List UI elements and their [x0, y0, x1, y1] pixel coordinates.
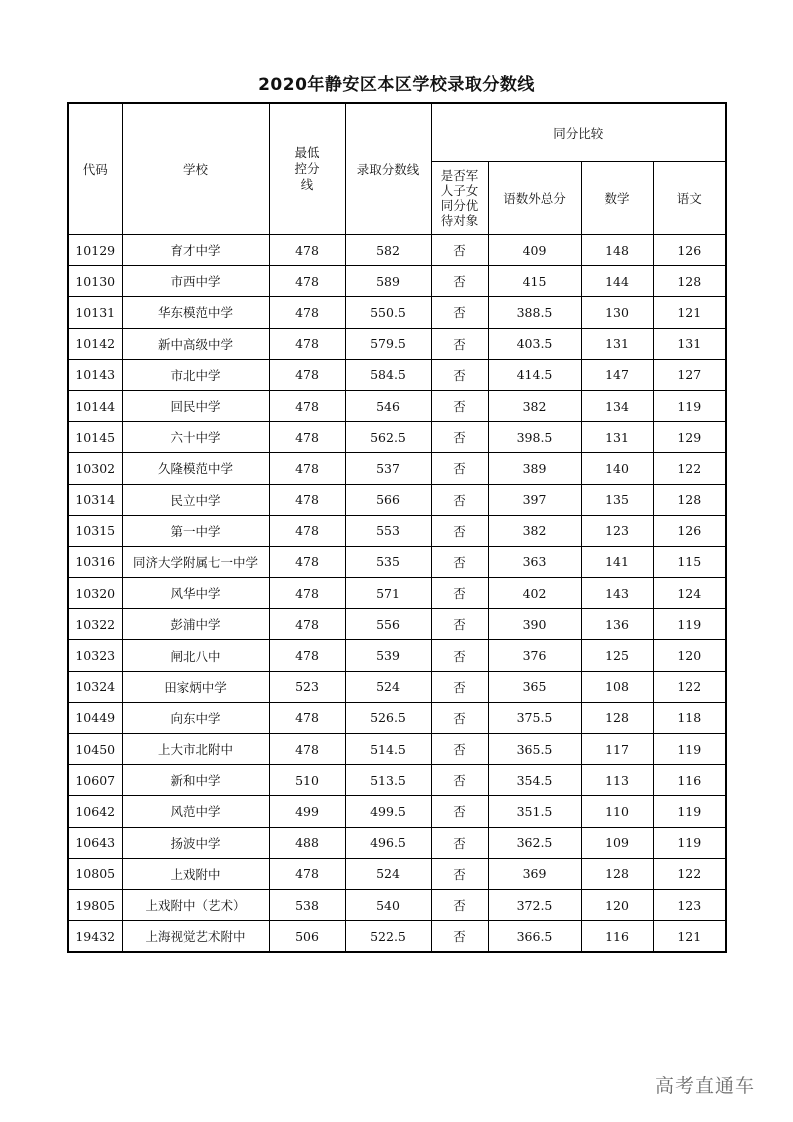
- cell-admission-score: 546: [345, 390, 431, 421]
- cell-math: 123: [581, 515, 653, 546]
- cell-school: 田家炳中学: [122, 671, 269, 702]
- cell-chinese: 119: [653, 734, 726, 765]
- cell-school: 彭浦中学: [122, 609, 269, 640]
- cell-chinese: 118: [653, 702, 726, 733]
- cell-math: 147: [581, 359, 653, 390]
- cell-military-flag: 否: [431, 484, 488, 515]
- cell-admission-score: 550.5: [345, 297, 431, 328]
- cell-code: 10320: [68, 578, 122, 609]
- cell-military-flag: 否: [431, 702, 488, 733]
- cell-min-control: 478: [269, 640, 345, 671]
- cell-chi-math-eng-total: 389: [488, 453, 581, 484]
- cell-admission-score: 556: [345, 609, 431, 640]
- cell-chi-math-eng-total: 402: [488, 578, 581, 609]
- cell-school: 久隆模范中学: [122, 453, 269, 484]
- cell-math: 128: [581, 858, 653, 889]
- cell-military-flag: 否: [431, 453, 488, 484]
- cell-code: 10449: [68, 702, 122, 733]
- cell-chinese: 126: [653, 515, 726, 546]
- cell-school: 风华中学: [122, 578, 269, 609]
- cell-school: 市北中学: [122, 359, 269, 390]
- cell-chinese: 128: [653, 266, 726, 297]
- cell-min-control: 488: [269, 827, 345, 858]
- cell-code: 10323: [68, 640, 122, 671]
- cell-chi-math-eng-total: 382: [488, 390, 581, 421]
- cell-code: 10643: [68, 827, 122, 858]
- cell-code: 10607: [68, 765, 122, 796]
- cell-military-flag: 否: [431, 827, 488, 858]
- table-row: [68, 328, 726, 359]
- cell-chinese: 121: [653, 297, 726, 328]
- cell-chi-math-eng-total: 397: [488, 484, 581, 515]
- cell-code: 10805: [68, 858, 122, 889]
- cell-chi-math-eng-total: 369: [488, 858, 581, 889]
- cell-code: 10142: [68, 328, 122, 359]
- cell-code: 10143: [68, 359, 122, 390]
- cell-admission-score: 540: [345, 889, 431, 920]
- cell-admission-score: 582: [345, 235, 431, 266]
- cell-school: 市西中学: [122, 266, 269, 297]
- cell-school: 扬波中学: [122, 827, 269, 858]
- cell-school: 新和中学: [122, 765, 269, 796]
- cell-admission-score: 499.5: [345, 796, 431, 827]
- cell-min-control: 523: [269, 671, 345, 702]
- cell-chi-math-eng-total: 403.5: [488, 328, 581, 359]
- cell-military-flag: 否: [431, 235, 488, 266]
- cell-code: 10450: [68, 734, 122, 765]
- page-title: 2020年静安区本区学校录取分数线: [258, 75, 535, 95]
- cell-min-control: 499: [269, 796, 345, 827]
- cell-school: 上海视觉艺术附中: [122, 921, 269, 953]
- cell-admission-score: 537: [345, 453, 431, 484]
- cell-code: 19805: [68, 889, 122, 920]
- cell-math: 131: [581, 328, 653, 359]
- cell-school: 上戏附中（艺术）: [122, 889, 269, 920]
- cell-military-flag: 否: [431, 422, 488, 453]
- table-row: [68, 578, 726, 609]
- cell-chinese: 115: [653, 546, 726, 577]
- table-row: [68, 453, 726, 484]
- cell-chinese: 120: [653, 640, 726, 671]
- cell-min-control: 478: [269, 578, 345, 609]
- table-row: [68, 921, 726, 953]
- cell-math: 140: [581, 453, 653, 484]
- cell-min-control: 478: [269, 515, 345, 546]
- cell-chinese: 123: [653, 889, 726, 920]
- cell-math: 136: [581, 609, 653, 640]
- cell-code: 10302: [68, 453, 122, 484]
- cell-chinese: 129: [653, 422, 726, 453]
- cell-math: 141: [581, 546, 653, 577]
- cell-chi-math-eng-total: 376: [488, 640, 581, 671]
- cell-military-flag: 否: [431, 390, 488, 421]
- cell-code: 10314: [68, 484, 122, 515]
- cell-admission-score: 524: [345, 671, 431, 702]
- cell-min-control: 478: [269, 453, 345, 484]
- cell-chi-math-eng-total: 382: [488, 515, 581, 546]
- cell-code: 10316: [68, 546, 122, 577]
- cell-chinese: 131: [653, 328, 726, 359]
- cell-chinese: 127: [653, 359, 726, 390]
- table-row: [68, 422, 726, 453]
- table-row: [68, 484, 726, 515]
- cell-chi-math-eng-total: 351.5: [488, 796, 581, 827]
- cell-military-flag: 否: [431, 328, 488, 359]
- cell-admission-score: 571: [345, 578, 431, 609]
- cell-chinese: 116: [653, 765, 726, 796]
- cell-admission-score: 579.5: [345, 328, 431, 359]
- cell-military-flag: 否: [431, 734, 488, 765]
- cell-chinese: 119: [653, 609, 726, 640]
- cell-chi-math-eng-total: 415: [488, 266, 581, 297]
- cell-code: 10144: [68, 390, 122, 421]
- table-row: [68, 609, 726, 640]
- cell-military-flag: 否: [431, 765, 488, 796]
- cell-math: 113: [581, 765, 653, 796]
- cell-min-control: 478: [269, 546, 345, 577]
- cell-chi-math-eng-total: 363: [488, 546, 581, 577]
- header-admission: 录取分数线: [345, 103, 431, 235]
- header-code: 代码: [68, 103, 122, 235]
- cell-code: 10145: [68, 422, 122, 453]
- cell-chinese: 119: [653, 796, 726, 827]
- cell-military-flag: 否: [431, 546, 488, 577]
- cell-min-control: 510: [269, 765, 345, 796]
- cell-chinese: 121: [653, 921, 726, 953]
- cell-min-control: 478: [269, 359, 345, 390]
- cell-military-flag: 否: [431, 266, 488, 297]
- header-min-control-text: 最低控分线: [294, 145, 320, 192]
- cell-min-control: 478: [269, 484, 345, 515]
- cell-math: 110: [581, 796, 653, 827]
- cell-chinese: 122: [653, 671, 726, 702]
- cell-math: 125: [581, 640, 653, 671]
- header-military: [431, 162, 488, 235]
- cell-math: 148: [581, 235, 653, 266]
- table-row: [68, 390, 726, 421]
- table-row: [68, 671, 726, 702]
- cell-admission-score: 526.5: [345, 702, 431, 733]
- cell-admission-score: 524: [345, 858, 431, 889]
- cell-code: 10131: [68, 297, 122, 328]
- cell-military-flag: 否: [431, 359, 488, 390]
- cell-chinese: 128: [653, 484, 726, 515]
- table-row: [68, 765, 726, 796]
- header-military-text: 是否军人子女同分优待对象: [440, 168, 479, 228]
- table-row: [68, 235, 726, 266]
- cell-school: 风范中学: [122, 796, 269, 827]
- cell-chinese: 122: [653, 858, 726, 889]
- cell-chi-math-eng-total: 375.5: [488, 702, 581, 733]
- cell-chinese: 119: [653, 390, 726, 421]
- table-row: [68, 796, 726, 827]
- cell-chi-math-eng-total: 354.5: [488, 765, 581, 796]
- cell-admission-score: 562.5: [345, 422, 431, 453]
- cell-min-control: 478: [269, 858, 345, 889]
- cell-military-flag: 否: [431, 921, 488, 953]
- header-school: 学校: [122, 103, 269, 235]
- cell-min-control: 478: [269, 266, 345, 297]
- cell-min-control: 478: [269, 328, 345, 359]
- cell-code: 10324: [68, 671, 122, 702]
- cell-chi-math-eng-total: 365: [488, 671, 581, 702]
- cell-code: 10642: [68, 796, 122, 827]
- cell-chinese: 122: [653, 453, 726, 484]
- cell-school: 上戏附中: [122, 858, 269, 889]
- cell-math: 144: [581, 266, 653, 297]
- cell-school: 华东模范中学: [122, 297, 269, 328]
- cell-min-control: 478: [269, 297, 345, 328]
- admission-score-table: [67, 102, 727, 953]
- cell-chinese: 124: [653, 578, 726, 609]
- header-tie-compare: 同分比较: [431, 103, 726, 162]
- cell-chi-math-eng-total: 398.5: [488, 422, 581, 453]
- table-row: [68, 546, 726, 577]
- cell-min-control: 538: [269, 889, 345, 920]
- cell-military-flag: 否: [431, 671, 488, 702]
- cell-math: 116: [581, 921, 653, 953]
- cell-school: 闸北八中: [122, 640, 269, 671]
- cell-math: 135: [581, 484, 653, 515]
- cell-min-control: 478: [269, 390, 345, 421]
- cell-code: 19432: [68, 921, 122, 953]
- cell-math: 128: [581, 702, 653, 733]
- cell-math: 134: [581, 390, 653, 421]
- cell-admission-score: 514.5: [345, 734, 431, 765]
- table-row: [68, 858, 726, 889]
- cell-chi-math-eng-total: 409: [488, 235, 581, 266]
- cell-school: 新中高级中学: [122, 328, 269, 359]
- cell-min-control: 478: [269, 609, 345, 640]
- cell-school: 民立中学: [122, 484, 269, 515]
- cell-military-flag: 否: [431, 297, 488, 328]
- cell-school: 回民中学: [122, 390, 269, 421]
- cell-chi-math-eng-total: 388.5: [488, 297, 581, 328]
- watermark: 高考直通车: [655, 1075, 756, 1097]
- cell-military-flag: 否: [431, 640, 488, 671]
- header-chinese: 语文: [653, 162, 726, 235]
- cell-chinese: 119: [653, 827, 726, 858]
- table-row: [68, 297, 726, 328]
- cell-school: 育才中学: [122, 235, 269, 266]
- table-row: [68, 515, 726, 546]
- table-row: [68, 640, 726, 671]
- cell-military-flag: 否: [431, 796, 488, 827]
- cell-school: 第一中学: [122, 515, 269, 546]
- header-math: 数学: [581, 162, 653, 235]
- cell-military-flag: 否: [431, 858, 488, 889]
- cell-chinese: 126: [653, 235, 726, 266]
- cell-admission-score: 539: [345, 640, 431, 671]
- cell-min-control: 478: [269, 734, 345, 765]
- cell-admission-score: 535: [345, 546, 431, 577]
- cell-military-flag: 否: [431, 515, 488, 546]
- cell-min-control: 506: [269, 921, 345, 953]
- table-row: [68, 702, 726, 733]
- cell-school: 六十中学: [122, 422, 269, 453]
- cell-math: 108: [581, 671, 653, 702]
- cell-school: 同济大学附属七一中学: [122, 546, 269, 577]
- cell-chi-math-eng-total: 366.5: [488, 921, 581, 953]
- cell-min-control: 478: [269, 235, 345, 266]
- cell-chi-math-eng-total: 372.5: [488, 889, 581, 920]
- cell-math: 120: [581, 889, 653, 920]
- cell-admission-score: 553: [345, 515, 431, 546]
- cell-military-flag: 否: [431, 889, 488, 920]
- table-row: [68, 827, 726, 858]
- cell-code: 10130: [68, 266, 122, 297]
- cell-min-control: 478: [269, 702, 345, 733]
- cell-admission-score: 584.5: [345, 359, 431, 390]
- cell-math: 130: [581, 297, 653, 328]
- cell-military-flag: 否: [431, 578, 488, 609]
- cell-school: 上大市北附中: [122, 734, 269, 765]
- cell-code: 10129: [68, 235, 122, 266]
- table-row: [68, 889, 726, 920]
- cell-chi-math-eng-total: 414.5: [488, 359, 581, 390]
- table-row: [68, 734, 726, 765]
- cell-code: 10322: [68, 609, 122, 640]
- cell-admission-score: 566: [345, 484, 431, 515]
- cell-math: 143: [581, 578, 653, 609]
- header-min-control: [269, 103, 345, 235]
- cell-chi-math-eng-total: 362.5: [488, 827, 581, 858]
- cell-admission-score: 522.5: [345, 921, 431, 953]
- cell-math: 109: [581, 827, 653, 858]
- cell-min-control: 478: [269, 422, 345, 453]
- cell-chi-math-eng-total: 390: [488, 609, 581, 640]
- cell-math: 117: [581, 734, 653, 765]
- cell-admission-score: 589: [345, 266, 431, 297]
- cell-admission-score: 513.5: [345, 765, 431, 796]
- cell-admission-score: 496.5: [345, 827, 431, 858]
- cell-math: 131: [581, 422, 653, 453]
- cell-code: 10315: [68, 515, 122, 546]
- table-row: [68, 266, 726, 297]
- table-body: [68, 235, 726, 953]
- cell-school: 向东中学: [122, 702, 269, 733]
- cell-military-flag: 否: [431, 609, 488, 640]
- table-row: [68, 359, 726, 390]
- cell-chi-math-eng-total: 365.5: [488, 734, 581, 765]
- header-chi-math-eng: 语数外总分: [488, 162, 581, 235]
